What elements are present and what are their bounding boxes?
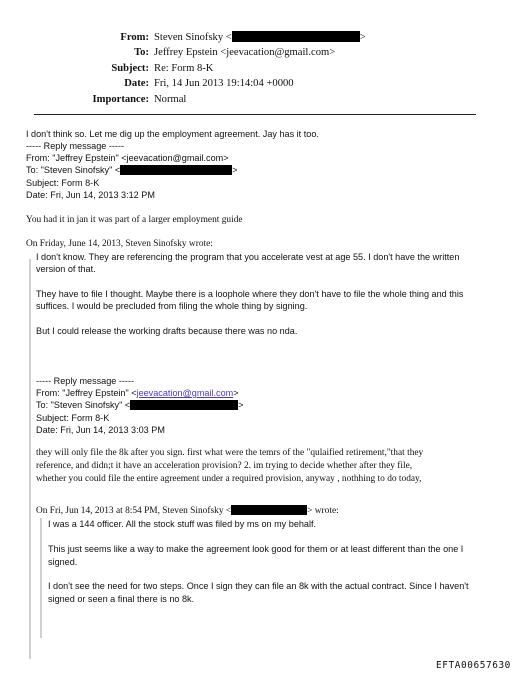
subject-value: Re: Form 8-K bbox=[154, 62, 214, 74]
subject-label: Subject: bbox=[111, 62, 149, 74]
quoted-line: version of that. bbox=[36, 264, 96, 274]
message-line: reference, and didn;t it have an acceleration provision? 2. im trying to decide whether after they file, bbox=[36, 461, 413, 471]
reply-date: Date: Fri, Jun 14, 2013 3:12 PM bbox=[26, 190, 155, 200]
quoted-separator: ----- Reply message ----- bbox=[36, 376, 135, 386]
header-divider bbox=[34, 114, 476, 115]
header-to-row bbox=[0, 45, 512, 60]
reply-body-line: I don't think so. Let me dig up the employment agreement. Jay has it too. bbox=[26, 129, 319, 139]
quoted-line: I don't see the need for two steps. Once I sign they can file an 8k with the actual contract. Since I haven't bbox=[48, 581, 469, 591]
quoted-line: signed. bbox=[48, 557, 78, 567]
header-from-row bbox=[0, 30, 512, 45]
to-value: Jeffrey Epstein <jeevacation@gmail.com> bbox=[154, 47, 336, 59]
email-header bbox=[0, 30, 512, 107]
redaction-block bbox=[231, 505, 307, 515]
redaction-block bbox=[120, 165, 232, 175]
header-subject-row bbox=[0, 61, 512, 76]
quoted-to: To: "Steven Sinofsky" < > bbox=[36, 400, 244, 410]
reply-from: From: "Jeffrey Epstein" <jeevacation@gmail.com> bbox=[26, 153, 229, 163]
from-label: From: bbox=[120, 32, 149, 43]
bates-number: EFTA00657630 bbox=[436, 660, 511, 671]
reply-separator: ----- Reply message ----- bbox=[26, 141, 125, 151]
quote-bar bbox=[40, 518, 42, 638]
quoted-line: They have to file I thought. Maybe there is a loophole where they don't have to file the whole thing and this bbox=[36, 289, 464, 299]
quoted-subject: Subject: Form 8-K bbox=[36, 413, 110, 423]
to-label: To: bbox=[134, 47, 149, 59]
message-line: they will only file the 8k after you sign. first what were the temrs of the "qulaified retirement,"that they bbox=[36, 448, 424, 458]
header-importance-row bbox=[0, 92, 512, 107]
quoted-line: suffices. I would be precluded from filing the whole thing by signing. bbox=[36, 301, 308, 311]
quote-bar bbox=[29, 259, 31, 659]
quoted-date: Date: Fri, Jun 14, 2013 3:03 PM bbox=[36, 425, 165, 435]
importance-value: Normal bbox=[154, 93, 187, 105]
email-link[interactable]: jeevacation@gmail.com bbox=[136, 388, 234, 398]
redaction-block bbox=[232, 31, 360, 42]
quote-attribution: On Friday, June 14, 2013, Steven Sinofsky wrote: bbox=[26, 239, 213, 249]
quoted-from: From: "Jeffrey Epstein" <jeevacation@gmail.com> bbox=[36, 388, 239, 398]
quoted-line: This just seems like a way to make the agreement look good for them or at least different than the one I bbox=[48, 544, 464, 554]
from-value: Steven Sinofsky < > bbox=[154, 32, 366, 43]
quoted-line: signed or seen a final there is no 8k. bbox=[48, 594, 195, 604]
redaction-block bbox=[130, 400, 238, 410]
message-line: You had it in jan it was part of a larger employment guide bbox=[26, 215, 243, 225]
reply-to: To: "Steven Sinofsky" < > bbox=[26, 165, 238, 175]
header-date-row bbox=[0, 76, 512, 91]
quoted-line: But I could release the working drafts because there was no nda. bbox=[36, 326, 298, 336]
quote-attribution: On Fri, Jun 14, 2013 at 8:54 PM, Steven Sinofsky < > wrote: bbox=[36, 506, 339, 516]
quoted-line: I was a 144 officer. All the stock stuff was filed by ms on my behalf. bbox=[48, 519, 317, 529]
date-value: Fri, 14 Jun 2013 19:14:04 +0000 bbox=[154, 78, 294, 90]
reply-subject: Subject: Form 8-K bbox=[26, 178, 100, 188]
message-line: whether you could file the entire agreement under a required provision, anyway , nothhing to do today, bbox=[36, 474, 422, 484]
importance-label: Importance: bbox=[92, 93, 149, 105]
quoted-line: I don't know. They are referencing the program that you accelerate vest at age 55. I don't have the written bbox=[36, 252, 460, 262]
date-label: Date: bbox=[124, 78, 149, 90]
